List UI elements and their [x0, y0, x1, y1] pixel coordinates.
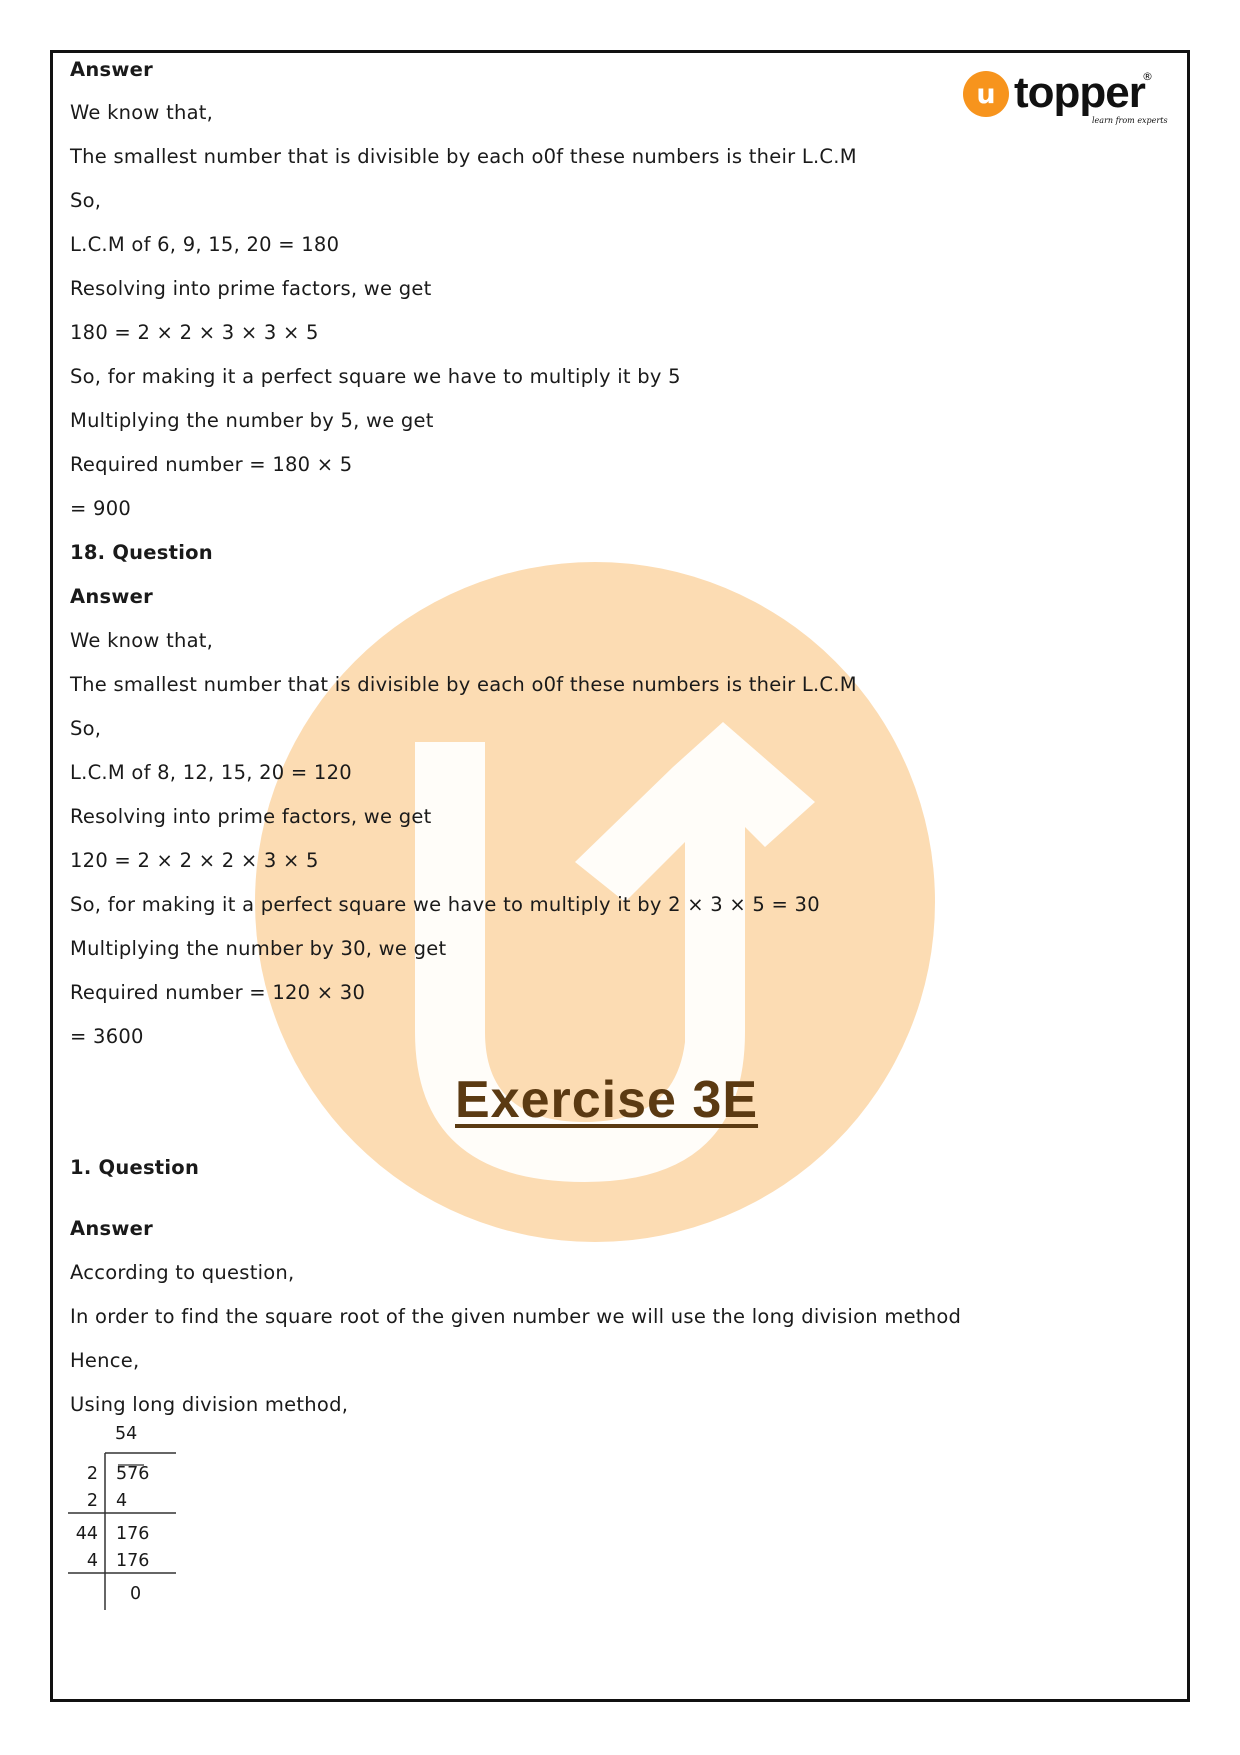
text-line: Multiplying the number by 5, we get [70, 409, 434, 432]
quotient: 54 [115, 1424, 138, 1444]
exercise-title: Exercise 3E [455, 1071, 759, 1129]
text-line: L.C.M of 6, 9, 15, 20 = 180 [70, 233, 340, 256]
text-line: The smallest number that is divisible by each o0f these numbers is their L.C.M [70, 673, 857, 696]
text-line: 120 = 2 × 2 × 2 × 3 × 5 [70, 849, 319, 872]
remainder: 0 [130, 1584, 142, 1604]
text-line: The smallest number that is divisible by each o0f these numbers is their L.C.M [70, 145, 857, 168]
subtrahend: 176 [116, 1551, 150, 1571]
division-lines [68, 1420, 183, 1610]
logo-name: topper [1014, 68, 1145, 117]
text-line: Resolving into prime factors, we get [70, 277, 432, 300]
logo-tagline: learn from experts [1092, 116, 1168, 125]
answer-heading: Answer [70, 1217, 153, 1240]
text-line: Using long division method, [70, 1393, 349, 1416]
dividend: 576 [116, 1464, 150, 1484]
answer-heading: Answer [70, 58, 153, 81]
brand-logo [962, 65, 1168, 131]
text-line: Multiplying the number by 30, we get [70, 937, 447, 960]
text-line: 180 = 2 × 2 × 3 × 3 × 5 [70, 321, 319, 344]
divisor: 2 [86, 1464, 98, 1484]
text-line: So, for making it a perfect square we have to multiply it by 2 × 3 × 5 = 30 [70, 893, 820, 916]
long-division [68, 1420, 183, 1610]
question-heading: 1. Question [70, 1156, 200, 1179]
text-line: According to question, [70, 1261, 295, 1284]
text-line: In order to find the square root of the given number we will use the long division method [70, 1305, 962, 1328]
text-line: So, for making it a perfect square we have to multiply it by 5 [70, 365, 681, 388]
text-line: Resolving into prime factors, we get [70, 805, 432, 828]
text-line: So, [70, 189, 102, 212]
logo-registered: ® [1142, 70, 1153, 83]
text-line: = 900 [70, 497, 132, 520]
partial-dividend: 176 [116, 1524, 150, 1544]
text-line: So, [70, 717, 102, 740]
text-line: Required number = 180 × 5 [70, 453, 353, 476]
text-line: = 3600 [70, 1025, 144, 1048]
divisor: 2 [86, 1491, 98, 1511]
text-line: Hence, [70, 1349, 140, 1372]
question-heading: 18. Question [70, 541, 213, 564]
divisor: 44 [75, 1524, 98, 1544]
text-line: We know that, [70, 629, 214, 652]
text-line: We know that, [70, 101, 214, 124]
logo-letter: u [976, 79, 996, 110]
divisor: 4 [86, 1551, 98, 1571]
text-line: L.C.M of 8, 12, 15, 20 = 120 [70, 761, 352, 784]
text-line: Required number = 120 × 30 [70, 981, 366, 1004]
answer-heading: Answer [70, 585, 153, 608]
subtrahend: 4 [116, 1491, 128, 1511]
